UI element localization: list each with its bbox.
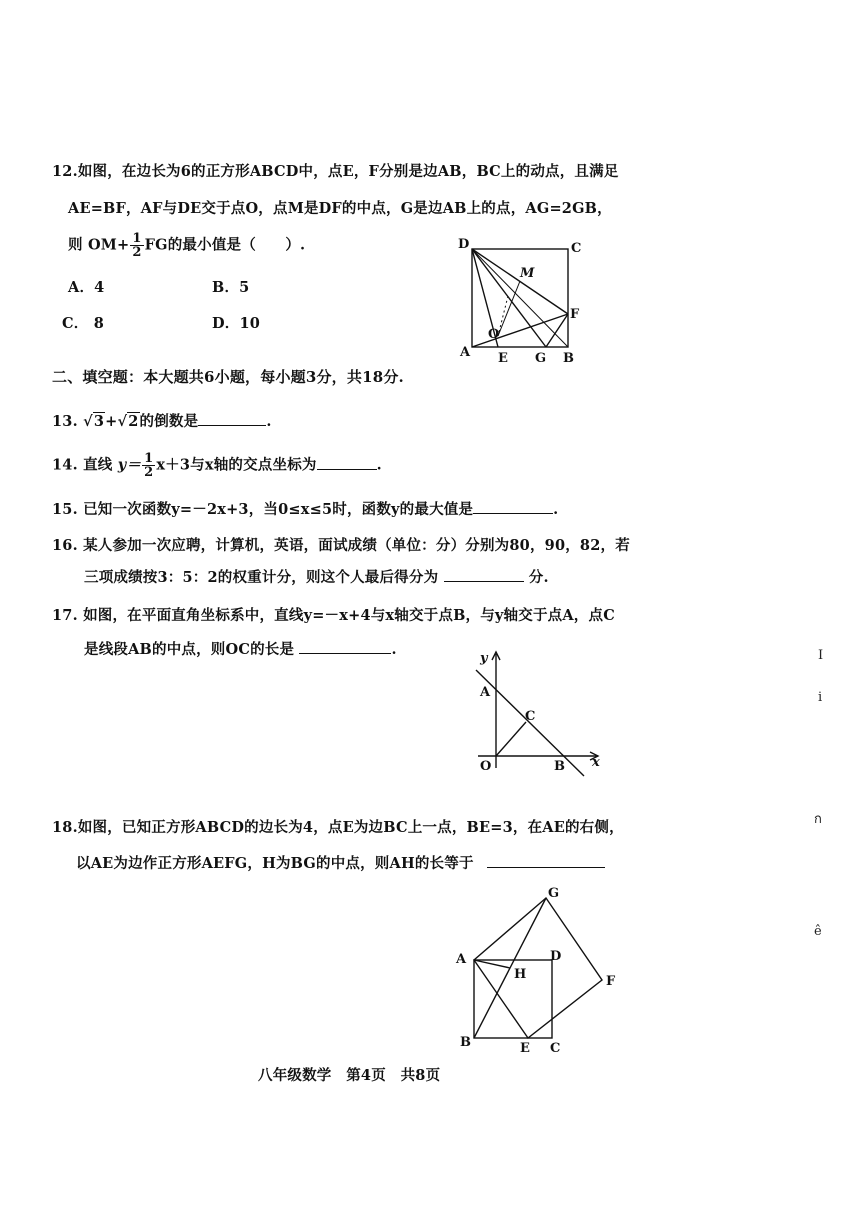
q12-option-c: C． 8 (62, 315, 104, 332)
q12-label-a: A (460, 345, 471, 360)
q17-label-c: C (525, 709, 536, 724)
q18-line2-text: 以AE为边作正方形AEFG，H为BG的中点，则AH的长等于 (76, 855, 474, 872)
q14-post: x＋3与x轴的交点坐标为 (156, 456, 317, 474)
q18-label-h: H (514, 967, 527, 982)
margin-mark-4: ê (814, 924, 822, 939)
q17-line2-post: . (391, 641, 397, 658)
q18-answer-blank[interactable] (487, 853, 605, 868)
q13-num: 13. (52, 413, 78, 430)
q12-label-c: C (571, 241, 582, 256)
q12-frac-num: 1 (132, 231, 142, 246)
q13-sqrt3: √3 (83, 413, 105, 430)
q12-square-figure (458, 236, 588, 366)
q17-label-x: x (592, 755, 600, 770)
q15-text: 15. 已知一次函数y=－2x+3，当0≤x≤5时，函数y的最大值是 (52, 501, 474, 518)
q18-line2 (76, 852, 605, 873)
q16-line2 (84, 566, 549, 587)
q12-frac-den: 2 (132, 245, 142, 260)
q17-label-a: A (480, 685, 491, 700)
q18-squares-figure (452, 884, 622, 1054)
q12-label-e: E (498, 351, 508, 366)
page-footer: 八年级数学 第4页 共8页 (258, 1067, 441, 1084)
q16-answer-blank[interactable] (444, 567, 524, 582)
q16-line2-post: 分. (528, 569, 549, 586)
q13-end: . (266, 413, 272, 430)
q12-label-b: B (563, 351, 574, 366)
q18-line1: 18.如图，已知正方形ABCD的边长为4，点E为边BC上一点，BE=3，在AE的右侧， (52, 819, 624, 836)
q16-line2-pre: 三项成绩按3：5：2的权重计分，则这个人最后得分为 (84, 569, 439, 586)
q15-answer-blank[interactable] (473, 499, 553, 514)
q12-line2: AE=BF，AF与DE交于点O，点M是DF的中点，G是边AB上的点，AG=2GB， (68, 200, 612, 217)
q14-fraction: $\frac{1}{2}$ (144, 451, 154, 480)
q13-answer-blank[interactable] (198, 411, 266, 426)
q12-label-d: D (458, 237, 470, 252)
q12-line3-post: FG的最小值是（ ）. (144, 236, 306, 254)
q12-fraction (130, 232, 143, 259)
q18-label-e: E (520, 1041, 530, 1056)
q16-line1: 16. 某人参加一次应聘，计算机，英语，面试成绩（单位：分）分别为80，90，82，若 (52, 537, 630, 554)
q18-label-d: D (550, 949, 562, 964)
margin-mark-2: i (818, 690, 823, 705)
q12-line1: 12.如图，在边长为6的正方形ABCD中，点E，F分别是边AB，BC上的动点，且满足 (52, 163, 619, 180)
q14-answer-blank[interactable] (317, 455, 377, 470)
q18-label-b: B (460, 1035, 471, 1050)
q12-line3 (68, 232, 305, 259)
q15 (52, 498, 558, 519)
q17-label-o: O (480, 759, 492, 774)
margin-mark-1: I (818, 648, 824, 663)
q18-label-c: C (550, 1041, 561, 1056)
q18-label-a: A (456, 952, 467, 967)
q17-coordinate-figure (468, 650, 608, 774)
q13 (52, 410, 272, 431)
q14 (52, 452, 382, 479)
q12-option-a: A．4 (68, 279, 105, 296)
q17-label-b: B (554, 759, 565, 774)
q12-label-o: O (488, 327, 500, 342)
section2-heading: 二、填空题：本大题共6小题，每小题3分，共18分. (52, 368, 404, 386)
q12-option-d: D．10 (212, 315, 261, 332)
margin-mark-3: ก (814, 812, 822, 827)
q12-line3-pre: 则 OM+ (68, 236, 130, 254)
q12-label-m: M (520, 266, 535, 281)
q17-line1: 17. 如图，在平面直角坐标系中，直线y=－x+4与x轴交于点B，与y轴交于点A，点C (52, 607, 615, 624)
q18-label-g: G (548, 886, 560, 901)
q17-answer-blank[interactable] (299, 639, 391, 654)
q17-label-y: y (480, 651, 488, 666)
q13-plus: + (105, 413, 118, 430)
q14-pre: 14. 直线 (52, 456, 113, 474)
q12-label-f: F (570, 307, 580, 322)
q13-sqrt2: √2 (117, 413, 139, 430)
q14-y-eq: y＝ (117, 456, 142, 474)
q17-line2 (84, 638, 397, 659)
q18-label-f: F (606, 974, 616, 989)
q12-option-b: B．5 (212, 279, 250, 296)
q15-end: . (553, 501, 559, 518)
q17-line2-pre: 是线段AB的中点，则OC的长是 (84, 641, 295, 658)
q12-label-g: G (535, 351, 547, 366)
q14-end: . (376, 456, 382, 474)
q13-text: 的倒数是 (139, 413, 199, 430)
